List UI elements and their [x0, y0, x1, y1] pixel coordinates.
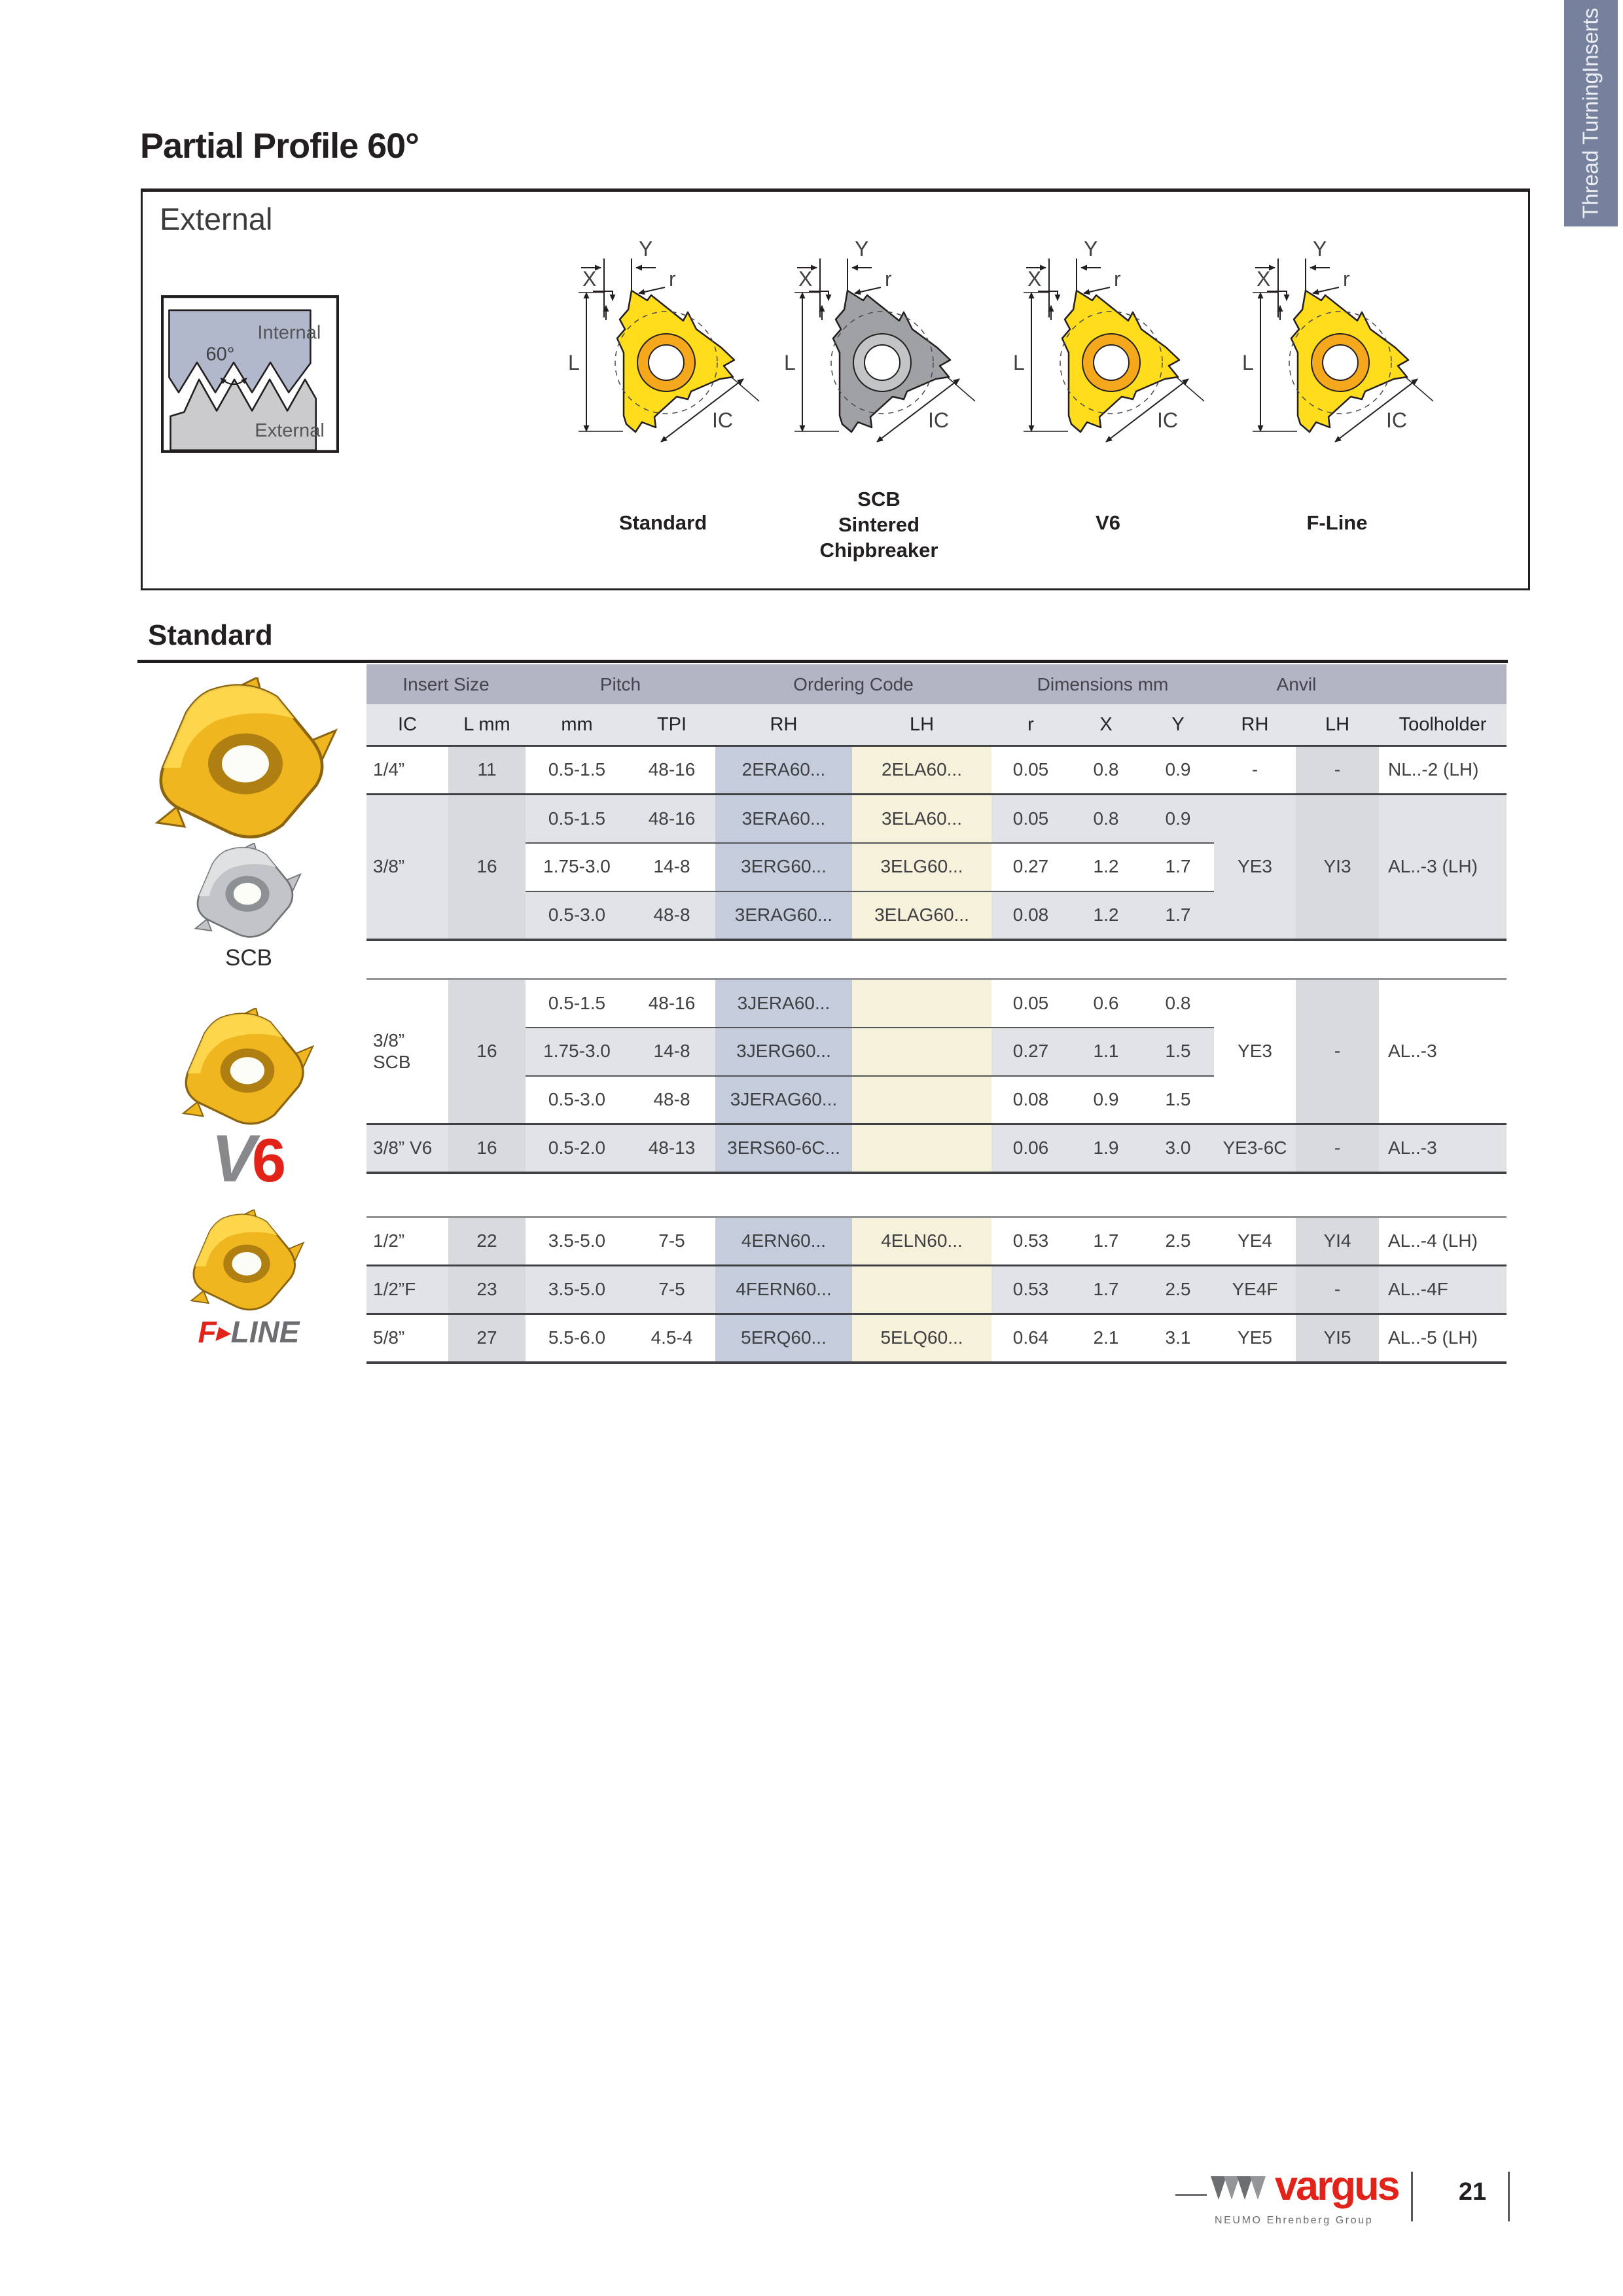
table-cell-y: 3.0	[1142, 1124, 1214, 1173]
thread-profile-diagram	[161, 295, 339, 456]
insert-diagram	[1000, 201, 1216, 482]
table-cell-y: 2.5	[1142, 1266, 1214, 1314]
table-cell-lh	[852, 1076, 991, 1124]
dim-label-r: r	[1343, 267, 1350, 291]
table-cell-mm: 3.5-5.0	[526, 1266, 628, 1314]
table-cell-rh: 2ERA60...	[715, 746, 852, 795]
column-header-cell: L mm	[463, 713, 510, 735]
dim-label-y: Y	[1313, 237, 1327, 260]
insert-photo-scb	[162, 843, 332, 944]
table-cell-rh: 3ERS60-6C...	[715, 1124, 852, 1173]
group-header-cell: Insert Size	[402, 673, 490, 694]
table-cell-l: 16	[448, 795, 526, 940]
insert-diagram	[1229, 201, 1445, 482]
table-block-fline	[366, 1216, 1507, 1364]
table-cell-x: 1.1	[1070, 1028, 1142, 1076]
table-cell-alh: -	[1296, 1266, 1379, 1314]
table-cell-x: 2.1	[1070, 1314, 1142, 1363]
table-cell-mm: 5.5-6.0	[526, 1314, 628, 1363]
table-cell-tpi: 14-8	[628, 1028, 715, 1076]
table-cell-arh: YE5	[1214, 1314, 1296, 1363]
table-row	[366, 1124, 1507, 1173]
table-cell-rh: 3JERG60...	[715, 1028, 852, 1076]
insert-photo-svg	[147, 677, 344, 844]
table-cell-rh: 3ERAG60...	[715, 891, 852, 940]
insert-photo-svg	[162, 843, 332, 941]
variant-caption: SCB Sintered Chipbreaker	[819, 488, 938, 562]
table-cell-x: 1.9	[1070, 1124, 1142, 1173]
table-group-header-row	[366, 664, 1507, 704]
table-cell-tool: AL..-4 (LH)	[1388, 1230, 1478, 1251]
footer-rule	[1175, 2194, 1207, 2196]
table-cell-lh: 5ELQ60...	[852, 1314, 991, 1363]
variant-caption: Standard	[618, 511, 707, 534]
table-cell-mm: 1.75-3.0	[526, 1028, 628, 1076]
f-line-arrow-icon: ▶	[216, 1323, 230, 1342]
column-header-cell: mm	[561, 713, 593, 735]
table-cell-rh: 4FERN60...	[715, 1266, 852, 1314]
dim-label-x: X	[1027, 267, 1042, 291]
table-cell-tool: NL..-2 (LH)	[1388, 759, 1479, 780]
table-cell-tpi: 48-16	[648, 992, 696, 1013]
insert-diagram	[771, 201, 987, 482]
table-cell-lh: 3ELA60...	[852, 795, 991, 843]
table-cell-tool: AL..-4F	[1379, 1266, 1507, 1314]
table-cell-arh: YE3-6C	[1214, 1124, 1296, 1173]
table-cell-y: 1.5	[1142, 1076, 1214, 1124]
dim-label-ic: IC	[1386, 408, 1407, 432]
table-cell-tpi: 7-5	[658, 1230, 685, 1251]
table-cell-tool: AL..-3 (LH)	[1379, 795, 1507, 940]
insert-photo-svg	[158, 1210, 335, 1314]
table-cell-tool: AL..-3	[1379, 1124, 1507, 1173]
f-line-logo-line: LINE	[230, 1315, 300, 1349]
table-cell-lh	[852, 1266, 991, 1314]
v6-logo-v: V	[211, 1121, 252, 1196]
dim-label-y: Y	[1084, 237, 1098, 260]
table-cell-ic: 1/2”F	[366, 1266, 448, 1314]
table-cell-ic: 3/8”	[366, 795, 448, 940]
vargus-logo-icon	[1211, 2174, 1279, 2205]
dim-label-r: r	[1114, 267, 1121, 291]
column-header-cell: r	[1027, 713, 1034, 735]
section-title: Standard	[148, 619, 273, 651]
table-cell-r: 0.08	[991, 1076, 1070, 1124]
v6-logo	[151, 1121, 347, 1197]
insert-photo-fline	[158, 1210, 335, 1318]
table-cell-r: 0.64	[991, 1314, 1070, 1363]
group-header-cell: Anvil	[1276, 673, 1317, 694]
dim-label-l: L	[784, 351, 796, 374]
table-cell-ic: 3/8” V6	[366, 1124, 448, 1173]
table-cell-tpi: 48-13	[628, 1124, 715, 1173]
dim-label-y: Y	[639, 237, 653, 260]
table-cell-mm: 0.5-3.0	[526, 891, 628, 940]
table-row	[366, 979, 1507, 1028]
insert-photo-standard	[147, 677, 344, 848]
dim-label-ic: IC	[928, 408, 949, 432]
table-cell-y: 0.9	[1165, 759, 1191, 780]
table-cell-ic: 1/4”	[373, 759, 405, 780]
insert-table	[366, 978, 1507, 1174]
sidebar-tab-line1: Thread Turning	[1578, 72, 1603, 219]
table-cell-tpi: 4.5-4	[628, 1314, 715, 1363]
vargus-triangles-icon	[1211, 2174, 1279, 2202]
dim-label-l: L	[1013, 351, 1025, 374]
table-row	[366, 795, 1507, 843]
table-cell-ic: 3/8” SCB	[373, 1030, 411, 1072]
table-cell-alh: -	[1296, 746, 1379, 795]
f-line-logo	[151, 1314, 347, 1350]
v6-logo-6: 6	[251, 1126, 287, 1194]
table-cell-y: 1.5	[1142, 1028, 1214, 1076]
dim-label-r: r	[885, 267, 892, 291]
variant-caption: V6	[1096, 511, 1120, 534]
table-cell-tpi: 48-16	[648, 759, 696, 780]
table-cell-l: 27	[448, 1314, 526, 1363]
table-row	[366, 1217, 1507, 1266]
table-cell-l: 16	[448, 1124, 526, 1173]
table-row	[366, 746, 1507, 795]
table-cell-rh: 4ERN60...	[715, 1217, 852, 1266]
table-cell-tool: AL..-5 (LH)	[1379, 1314, 1507, 1363]
insert-diagram	[555, 201, 771, 482]
table-cell-r: 0.53	[991, 1266, 1070, 1314]
table-cell-tool: AL..-3	[1388, 1041, 1437, 1062]
table-cell-mm: 3.5-5.0	[548, 1230, 606, 1251]
table-cell-rh: 3ERA60...	[715, 795, 852, 843]
sidebar-tab	[1564, 0, 1618, 226]
table-cell-lh: 2ELA60...	[852, 746, 991, 795]
table-cell-arh: -	[1251, 759, 1258, 780]
table-cell-mm: 0.5-1.5	[526, 795, 628, 843]
external-panel	[141, 188, 1530, 590]
table-cell-rh: 5ERQ60...	[715, 1314, 852, 1363]
scb-caption: SCB	[225, 945, 272, 971]
insert-variant	[1229, 201, 1445, 559]
dim-label-l: L	[568, 351, 580, 374]
insert-variant	[1000, 201, 1216, 559]
table-cell-x: 0.6	[1093, 992, 1119, 1013]
variant-caption: F-Line	[1306, 511, 1368, 534]
dim-label-ic: IC	[1157, 408, 1178, 432]
angle-label: 60°	[205, 344, 235, 365]
table-cell-r: 0.08	[991, 891, 1070, 940]
table-cell-l: 23	[448, 1266, 526, 1314]
dim-label-ic: IC	[712, 408, 733, 432]
table-cell-rh: 3JERA60...	[715, 979, 852, 1028]
table-cell-y: 1.7	[1142, 891, 1214, 940]
table-cell-alh: -	[1296, 1124, 1379, 1173]
dim-label-x: X	[798, 267, 813, 291]
table-cell-lh	[852, 1124, 991, 1173]
footer-divider-2	[1508, 2172, 1510, 2221]
table-cell-x: 1.2	[1070, 843, 1142, 891]
footer-divider-1	[1411, 2172, 1413, 2221]
internal-label: Internal	[257, 322, 321, 344]
table-cell-rh: 3JERAG60...	[715, 1076, 852, 1124]
table-cell-r: 0.05	[1012, 992, 1049, 1013]
table-cell-alh: -	[1296, 979, 1379, 1124]
sidebar-tab-line2: Inserts	[1578, 7, 1603, 73]
table-cell-alh: YI3	[1296, 795, 1379, 940]
table-cell-lh: 3ELAG60...	[852, 891, 991, 940]
table-cell-mm: 0.5-1.5	[548, 992, 606, 1013]
table-cell-r: 0.06	[991, 1124, 1070, 1173]
table-cell-r: 0.05	[991, 795, 1070, 843]
table-cell-l: 16	[448, 979, 526, 1124]
table-cell-tpi: 7-5	[628, 1266, 715, 1314]
external-label: External	[160, 202, 273, 236]
insert-table	[366, 1216, 1507, 1364]
table-cell-tpi: 14-8	[628, 843, 715, 891]
insert-table	[366, 745, 1507, 941]
table-cell-l: 22	[448, 1217, 526, 1266]
insert-photo-v6	[149, 1008, 346, 1132]
dim-label-y: Y	[855, 237, 869, 260]
table-cell-r: 0.53	[1012, 1230, 1049, 1251]
table-cell-lh	[852, 1028, 991, 1076]
group-header-cell: Dimensions mm	[1037, 673, 1169, 694]
table-cell-x: 0.8	[1093, 759, 1119, 780]
column-header-cell: IC	[398, 713, 417, 735]
table-cell-x: 1.7	[1093, 1230, 1119, 1251]
vargus-wordmark: vargus	[1275, 2163, 1399, 2209]
table-cell-mm: 0.5-3.0	[526, 1076, 628, 1124]
table-cell-arh: YE3	[1214, 795, 1296, 940]
table-sub-header-row	[366, 704, 1507, 745]
table-cell-alh: YI4	[1296, 1217, 1379, 1266]
table-cell-mm: 1.75-3.0	[526, 843, 628, 891]
table-cell-alh: YI5	[1296, 1314, 1379, 1363]
dim-label-x: X	[1257, 267, 1271, 291]
table-cell-y: 2.5	[1165, 1230, 1191, 1251]
external-thread-label: External	[255, 420, 325, 442]
table-cell-y: 0.8	[1165, 992, 1191, 1013]
table-cell-y: 1.7	[1142, 843, 1214, 891]
table-cell-tpi: 48-8	[628, 1076, 715, 1124]
column-header-cell: TPI	[656, 713, 687, 735]
column-header-cell: LH	[1325, 713, 1350, 735]
dim-label-r: r	[669, 267, 676, 291]
table-cell-r: 0.27	[991, 843, 1070, 891]
insert-photo-svg	[149, 1008, 346, 1129]
column-header-cell: RH	[1241, 713, 1269, 735]
column-header-cell: RH	[770, 713, 798, 735]
table-cell-ic: 1/2”	[373, 1230, 405, 1251]
table-cell-y: 0.9	[1142, 795, 1214, 843]
table-cell-arh: YE4F	[1214, 1266, 1296, 1314]
table-cell-x: 1.2	[1070, 891, 1142, 940]
table-cell-tpi: 48-8	[628, 891, 715, 940]
table-cell-lh	[852, 979, 991, 1028]
table-cell-mm: 0.5-1.5	[548, 759, 606, 780]
table-cell-l: 11	[448, 746, 526, 795]
thread-profile-svg	[161, 295, 339, 453]
table-cell-mm: 0.5-2.0	[526, 1124, 628, 1173]
table-cell-x: 1.7	[1070, 1266, 1142, 1314]
page-number: 21	[1458, 2178, 1487, 2206]
column-header-cell: LH	[909, 713, 935, 735]
group-header-cell	[1379, 664, 1507, 704]
table-block-scb-v6	[366, 978, 1507, 1174]
vargus-tagline: NEUMO Ehrenberg Group	[1215, 2215, 1374, 2226]
table-cell-tpi: 48-16	[628, 795, 715, 843]
table-top-rule	[137, 660, 1508, 663]
dim-label-l: L	[1242, 351, 1254, 374]
insert-variant	[771, 201, 987, 563]
table-row	[366, 1314, 1507, 1363]
table-cell-rh: 3ERG60...	[715, 843, 852, 891]
table-cell-x: 0.9	[1070, 1076, 1142, 1124]
table-row	[366, 1266, 1507, 1314]
page-title: Partial Profile 60°	[140, 126, 419, 166]
column-header-cell: Y	[1171, 713, 1185, 735]
table-cell-arh: YE4	[1238, 1230, 1272, 1251]
table-cell-ic: 5/8”	[366, 1314, 448, 1363]
dim-label-x: X	[582, 267, 597, 291]
group-header-cell: Pitch	[599, 673, 641, 694]
table-cell-y: 3.1	[1142, 1314, 1214, 1363]
column-header-cell: Toolholder	[1399, 713, 1487, 735]
table-cell-lh: 4ELN60...	[852, 1217, 991, 1266]
group-header-cell: Ordering Code	[793, 673, 914, 694]
f-line-logo-f: F	[198, 1315, 217, 1349]
table-block-standard	[366, 745, 1507, 941]
column-header-cell: X	[1099, 713, 1113, 735]
table-cell-r: 0.05	[1012, 759, 1049, 780]
table-cell-x: 0.8	[1070, 795, 1142, 843]
table-cell-r: 0.27	[991, 1028, 1070, 1076]
insert-variant	[555, 201, 771, 559]
table-cell-lh: 3ELG60...	[852, 843, 991, 891]
table-cell-arh: YE3	[1238, 1041, 1272, 1062]
